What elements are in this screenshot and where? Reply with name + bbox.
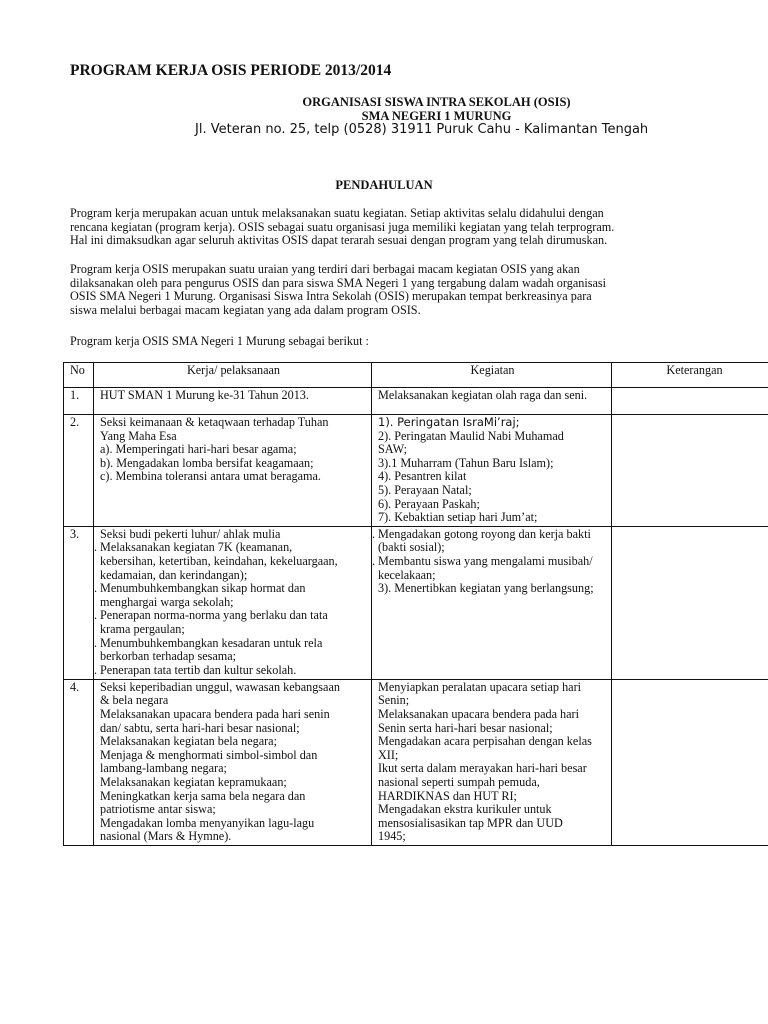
kerja-cell xyxy=(94,526,372,679)
kerja-cell xyxy=(94,388,372,415)
program-table xyxy=(63,362,768,846)
kegiatan-cell xyxy=(372,679,612,845)
paragraph-line: dilaksanakan oleh para pengurus OSIS dan para siswa SMA Negeri 1 yang tergabung dalam wadah organisasi xyxy=(70,275,607,290)
address-prefix: Jl. Veteran xyxy=(195,122,262,137)
kegiatan-cell xyxy=(372,526,612,679)
row-number: 3. xyxy=(64,526,94,679)
cell-line: patriotisme antar siswa; xyxy=(100,802,216,817)
intro-paragraph-1 xyxy=(70,207,720,248)
cell-line: Melaksanakan kegiatan olah raga dan seni. xyxy=(378,388,588,402)
document-title: PROGRAM KERJA OSIS PERIODE 2013/2014 xyxy=(70,62,392,79)
table-row xyxy=(64,388,768,415)
cell-line: a). Memperingati hari-hari besar agama; xyxy=(100,442,297,457)
cell-line: Senin; xyxy=(378,693,410,708)
cell-line: krama pergaulan; xyxy=(100,621,185,636)
cell-line: b). Mengadakan lomba bersifat keagamaan; xyxy=(100,455,314,470)
table-header-row xyxy=(64,363,768,388)
cell-line: Senin serta hari-hari besar nasional; xyxy=(378,720,553,735)
cell-line: 1). Peringatan IsraMi’raj; xyxy=(378,415,520,429)
cell-line: berkorban terhadap sesama; xyxy=(100,649,237,664)
cell-line: Melaksanakan upacara bendera pada hari xyxy=(378,706,579,721)
cell-line: Mengadakan lomba menyanyikan lagu-lagu xyxy=(100,815,315,830)
cell-line: . Penerapan tata tertib dan kultur sekolah. xyxy=(100,664,367,678)
cell-line: nasional seperti sumpah pemuda, xyxy=(378,774,540,789)
header-keterangan: Keterangan xyxy=(612,363,768,388)
cell-line: Mengadakan ekstra kurikuler untuk xyxy=(378,802,552,817)
paragraph-line: Program kerja merupakan acuan untuk melaksanakan suatu kegiatan. Setiap aktivitas selalu didahului dengan xyxy=(70,206,604,220)
cell-line: Seksi budi pekerti luhur/ ahlak mulia xyxy=(100,526,281,541)
cell-line: 2). Peringatan Maulid Nabi Muhamad xyxy=(378,428,564,443)
cell-line: XII; xyxy=(378,747,399,762)
keterangan-cell xyxy=(612,415,768,527)
school-name: SMA NEGERI 1 MURUNG xyxy=(361,109,512,123)
row-number: 2. xyxy=(64,415,94,527)
kegiatan-cell xyxy=(372,388,612,415)
cell-line: 3). Menertibkan kegiatan yang berlangsung; xyxy=(378,581,594,596)
cell-line: nasional (Mars & Hymne). xyxy=(100,829,232,844)
cell-line: . Melaksanakan kegiatan 7K (keamanan, xyxy=(100,541,367,555)
cell-line: Meningkatkan kerja sama bela negara dan xyxy=(100,788,306,803)
cell-line: Mengadakan acara perpisahan dengan kelas xyxy=(378,734,592,749)
cell-line: HUT SMAN 1 Murung ke-31 Tahun 2013. xyxy=(100,388,309,402)
kerja-cell xyxy=(94,679,372,845)
cell-line: kecelakaan; xyxy=(378,567,436,582)
cell-line: 7). Kebaktian setiap hari Jum’at; xyxy=(378,510,538,525)
paragraph-line: siswa melalui berbagai macam kegiatan yang ada dalam program OSIS. xyxy=(70,302,421,317)
header-kegiatan: Kegiatan xyxy=(372,363,612,388)
keterangan-cell xyxy=(612,388,768,415)
organization-name: ORGANISASI SISWA INTRA SEKOLAH (OSIS) xyxy=(302,95,571,109)
cell-line: . Penerapan norma-norma yang berlaku dan tata xyxy=(100,609,367,623)
paragraph-line: rencana kegiatan (program kerja). OSIS sebagai suatu organisasi juga memiliki kegiatan yang telah terprogram. xyxy=(70,219,615,234)
cell-line: Melaksanakan kegiatan kepramukaan; xyxy=(100,774,287,789)
cell-line: (bakti sosial); xyxy=(378,540,445,555)
school-address xyxy=(195,122,648,138)
cell-line: . Menumbuhkembangkan kesadaran untuk rela xyxy=(100,637,367,651)
cell-line: Melaksanakan upacara bendera pada hari senin xyxy=(100,706,330,721)
section-heading: PENDAHULUAN xyxy=(335,178,433,192)
cell-line: Ikut serta dalam merayakan hari-hari besar xyxy=(378,761,587,776)
cell-line: 4). Pesantren kilat xyxy=(378,469,467,484)
intro-paragraph-3 xyxy=(70,335,720,349)
row-number: 1. xyxy=(64,388,94,415)
cell-line: dan/ sabtu, serta hari-hari besar nasional; xyxy=(100,720,300,735)
keterangan-cell xyxy=(612,526,768,679)
header-kerja: Kerja/ pelaksanaan xyxy=(94,363,372,388)
paragraph-line: Hal ini dimaksudkan agar seluruh aktivitas OSIS dapat terarah sesuai dengan program yang telah dirumuskan. xyxy=(70,233,608,248)
cell-line: . Mengadakan gotong royong dan kerja bakti xyxy=(378,528,607,542)
cell-line: 3).1 Muharram (Tahun Baru Islam); xyxy=(378,455,554,470)
kegiatan-cell xyxy=(372,415,612,527)
cell-line: Seksi keimanaan & ketaqwaan terhadap Tuhan xyxy=(100,415,329,429)
table-row xyxy=(64,679,768,845)
row-number: 4. xyxy=(64,679,94,845)
cell-line: 6). Perayaan Paskah; xyxy=(378,496,480,511)
cell-line: Seksi keperibadian unggul, wawasan kebangsaan xyxy=(100,679,340,694)
cell-line: 1945; xyxy=(378,829,406,844)
address-rest: no. 25, telp (0528) 31911 Puruk Cahu - Kalimantan Tengah xyxy=(265,122,649,137)
header-no: No xyxy=(64,363,94,388)
cell-line: HARDIKNAS dan HUT RI; xyxy=(378,788,517,803)
table-row xyxy=(64,526,768,679)
cell-line: . Menumbuhkembangkan sikap hormat dan xyxy=(100,582,367,596)
cell-line: lambang-lambang negara; xyxy=(100,761,227,776)
kerja-cell xyxy=(94,415,372,527)
cell-line: c). Membina toleransi antara umat beragama. xyxy=(100,469,321,484)
cell-line: Melaksanakan kegiatan bela negara; xyxy=(100,734,277,749)
paragraph-line: Program kerja OSIS merupakan suatu uraian yang terdiri dari berbagai macam kegiatan OSIS yang akan xyxy=(70,262,580,276)
cell-line: Yang Maha Esa xyxy=(100,428,177,443)
table-row xyxy=(64,415,768,527)
cell-line: Menjaga & menghormati simbol-simbol dan xyxy=(100,747,318,762)
cell-line: Menyiapkan peralatan upacara setiap hari xyxy=(378,679,582,694)
cell-line: mensosialisasikan tap MPR dan UUD xyxy=(378,815,563,830)
cell-line: 5). Perayaan Natal; xyxy=(378,482,472,497)
paragraph-line: Program kerja OSIS SMA Negeri 1 Murung sebagai berikut : xyxy=(70,334,369,348)
cell-line: kedamaian, dan kerindangan); xyxy=(100,567,248,582)
cell-line: menghargai warga sekolah; xyxy=(100,594,234,609)
cell-line: . Membantu siswa yang mengalami musibah/ xyxy=(378,555,607,569)
cell-line: SAW; xyxy=(378,442,408,457)
keterangan-cell xyxy=(612,679,768,845)
paragraph-line: OSIS SMA Negeri 1 Murung. Organisasi Siswa Intra Sekolah (OSIS) merupakan tempat berkreasinya para xyxy=(70,289,592,304)
cell-line: kebersihan, ketertiban, keindahan, kekeluargaan, xyxy=(100,553,338,568)
intro-paragraph-2 xyxy=(70,263,720,317)
cell-line: & bela negara xyxy=(100,693,169,708)
